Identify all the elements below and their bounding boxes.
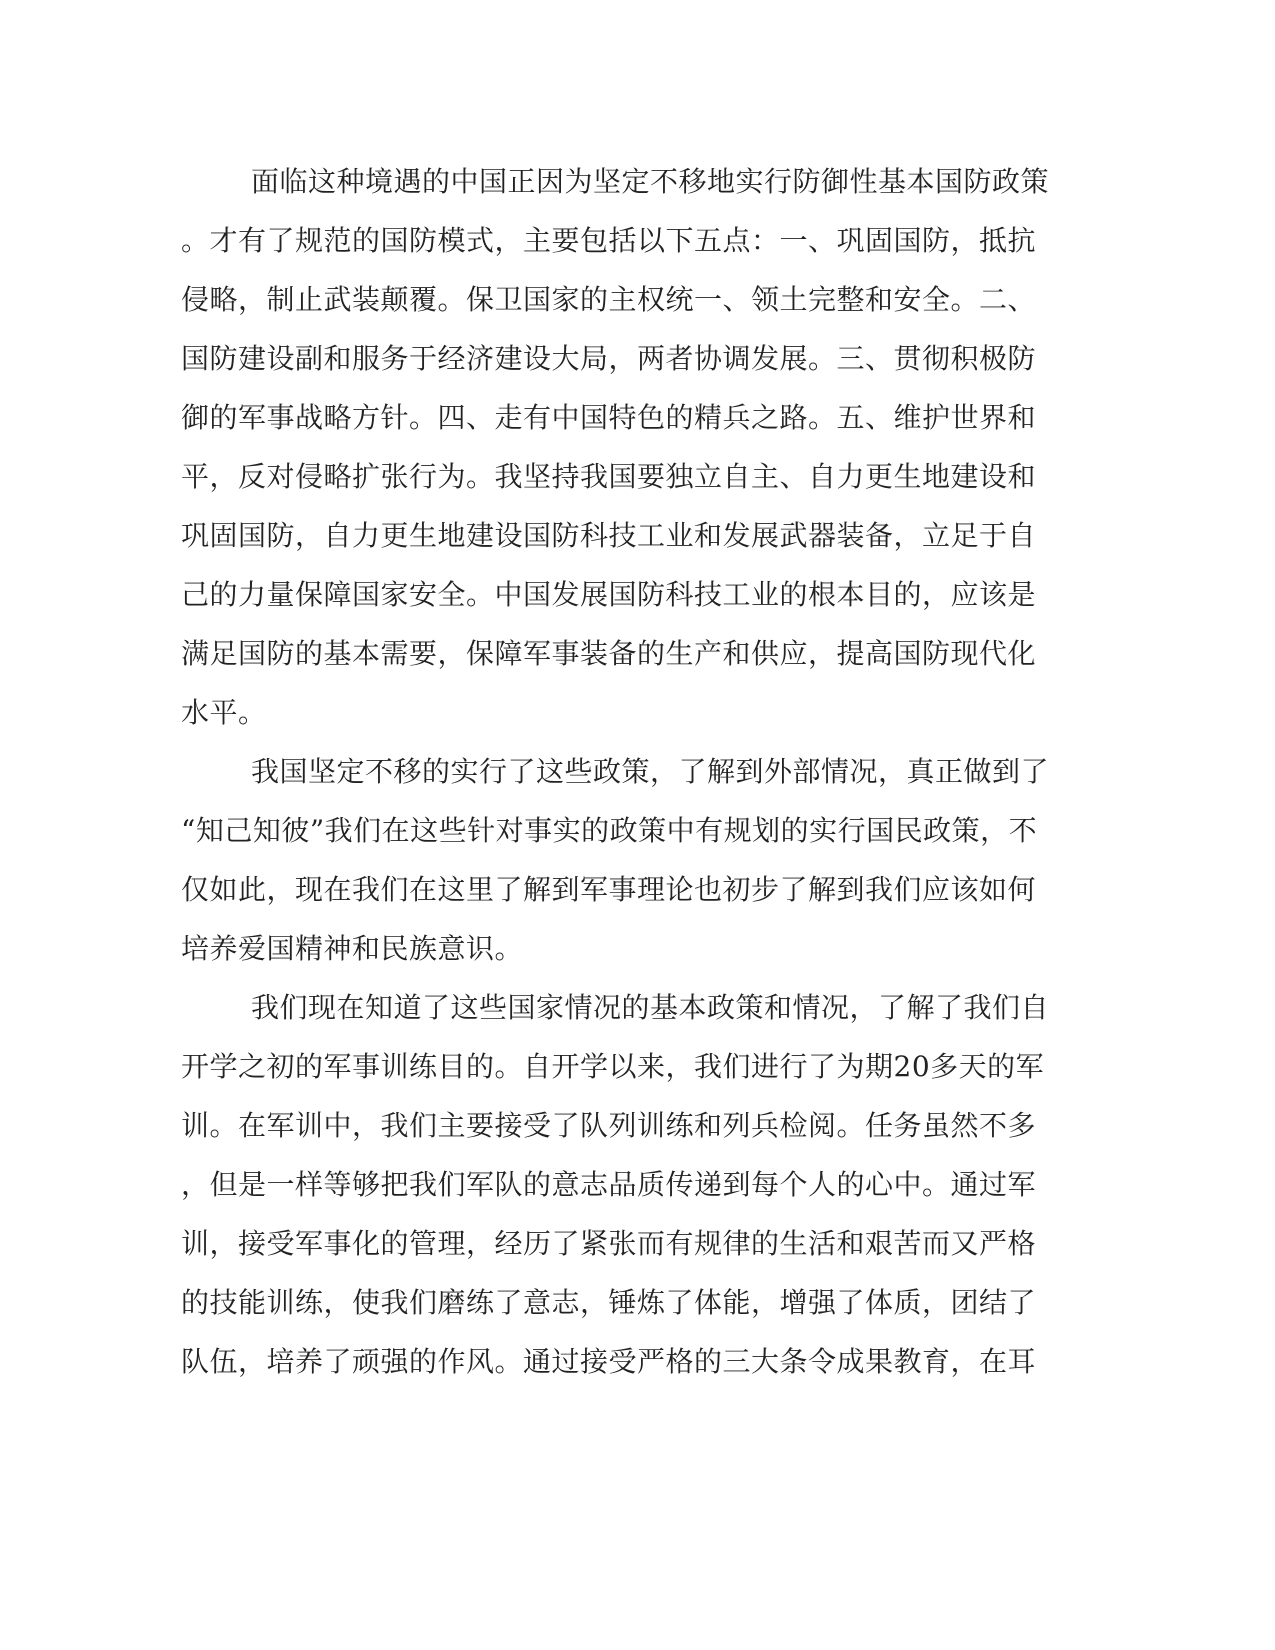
text-line: 开学之初的军事训练目的。自开学以来，我们进行了为期20多天的军: [181, 1050, 1045, 1083]
text-line: 己的力量保障国家安全。中国发展国防科技工业的根本目的，应该是: [181, 578, 1037, 611]
text-line: ，但是一样等够把我们军队的意志品质传递到每个人的心中。通过军: [181, 1168, 1037, 1201]
text-line: 平，反对侵略扩张行为。我坚持我国要独立自主、自力更生地建设和: [181, 460, 1037, 493]
text-line: 我国坚定不移的实行了这些政策，了解到外部情况，真正做到了: [251, 755, 1050, 788]
text-line: 培养爱国精神和民族意识。: [181, 932, 524, 965]
text-line: 水平。: [181, 696, 267, 729]
text-line: 侵略，制止武装颠覆。保卫国家的主权统一、领土完整和安全。二、: [181, 283, 1037, 316]
text-line: 。才有了规范的国防模式，主要包括以下五点：一、巩固国防，抵抗: [181, 224, 1037, 257]
text-line: 满足国防的基本需要，保障军事装备的生产和供应，提高国防现代化: [181, 637, 1037, 670]
text-line: 面临这种境遇的中国正因为坚定不移地实行防御性基本国防政策: [251, 165, 1050, 198]
text-line: 训。在军训中，我们主要接受了队列训练和列兵检阅。任务虽然不多: [181, 1109, 1037, 1142]
text-line: 御的军事战略方针。四、走有中国特色的精兵之路。五、维护世界和: [181, 401, 1037, 434]
text-line: “知己知彼”我们在这些针对事实的政策中有规划的实行国民政策，不: [181, 814, 1038, 847]
text-line: 训，接受军事化的管理，经历了紧张而有规律的生活和艰苦而又严格: [181, 1227, 1037, 1260]
text-line: 的技能训练，使我们磨练了意志，锤炼了体能，增强了体质，团结了: [181, 1286, 1037, 1319]
text-line: 巩固国防，自力更生地建设国防科技工业和发展武器装备，立足于自: [181, 519, 1037, 552]
text-line: 仅如此，现在我们在这里了解到军事理论也初步了解到我们应该如何: [181, 873, 1037, 906]
text-line: 国防建设副和服务于经济建设大局，两者协调发展。三、贯彻积极防: [181, 342, 1037, 375]
text-line: 队伍，培养了顽强的作风。通过接受严格的三大条令成果教育，在耳: [181, 1345, 1037, 1378]
text-line: 我们现在知道了这些国家情况的基本政策和情况，了解了我们自: [251, 991, 1050, 1024]
